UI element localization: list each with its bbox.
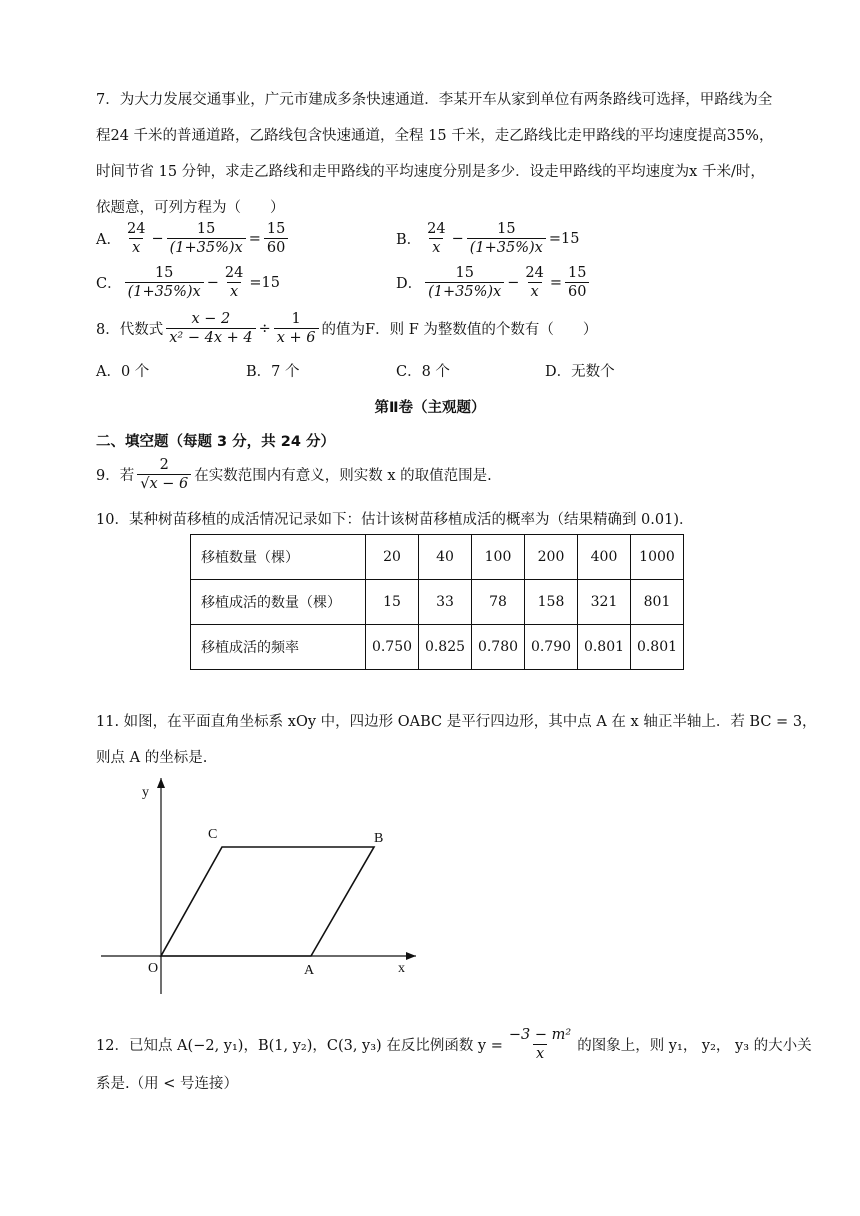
row-header: 移植成活的频率: [191, 625, 366, 670]
origin-label: O: [148, 961, 159, 976]
q12-stem: 12．已知点 A(−2, y₁)，B(1, y₂)，C(3, y₃) 在反比例函数 y = $\frac{\text{−3 − m²}}{x}$ 的图象上，则 y₁， y₂， y₃ 的大小关: [96, 1027, 812, 1062]
x-axis-label: x: [398, 961, 405, 976]
table-row: 移植成活的数量（棵） 15 33 78 158 321 801: [191, 580, 684, 625]
point-c-label: C: [208, 827, 218, 842]
row-header: 移植成活的数量（棵）: [191, 580, 366, 625]
q7-option-a[interactable]: A． $\frac{24}{x}$ − $\frac{15}{(1+35\%)x}$ = $\frac{15}{60}$: [96, 220, 291, 257]
q8-option-b[interactable]: B．7 个: [246, 364, 300, 380]
q7-option-c[interactable]: C． $\frac{15}{(1+35\%)x}$ − $\frac{24}{x}$ =15: [96, 265, 280, 300]
q7-stem: 7．为大力发展交通事业，广元市建成多条快速通道．李某开车从家到单位有两条路线可选择，甲路线为全程24 千米的普通道路，乙路线包含快速通道，全程 15 千米，走乙路线比走甲路线的平均速度提高35%，时间节省 15 分钟，求走乙路线和走甲路线的平均速度分别是多少．设走甲路线的平均速度为x 千米/时，依题意，可列方程为（ ）: [96, 92, 774, 216]
transplant-table: [190, 534, 684, 670]
row-header: 移植数量（棵）: [191, 535, 366, 580]
point-b-label: B: [374, 831, 384, 846]
q11-stem-line2: 则点 A 的坐标是.: [96, 750, 208, 766]
y-axis-label: y: [142, 785, 149, 800]
table-row: 移植数量（棵） 20 40 100 200 400 1000: [191, 535, 684, 580]
q8-option-c[interactable]: C．8 个: [396, 364, 450, 380]
table-row: 移植成活的频率 0.750 0.825 0.780 0.790 0.801 0.801: [191, 625, 684, 670]
q8-option-a[interactable]: A．0 个: [96, 364, 150, 380]
q7-option-b[interactable]: B． $\frac{24}{x}$ − $\frac{15}{(1+35\%)x}$ =15: [396, 221, 580, 256]
q12-stem-line2: 系是.（用 < 号连接）: [96, 1076, 238, 1092]
q10-stem: 10．某种树苗移植的成活情况记录如下：估计该树苗移植成活的概率为（结果精确到 0.01)．: [96, 512, 694, 528]
q11-stem-line1: 11. 如图，在平面直角坐标系 xOy 中，四边形 OABC 是平行四边形，其中点 A 在 x 轴正半轴上．若 BC = 3，: [96, 714, 817, 730]
part2-heading: 二、填空题（每题 3 分，共 24 分）: [96, 434, 335, 450]
q7-option-d[interactable]: D． $\frac{15}{(1+35\%)x}$ − $\frac{24}{x}$ = $\frac{15}{60}$: [396, 264, 592, 301]
q9-stem: 9．若 $\frac{2}{√x - 6}$ 在实数范围内有意义，则实数 x 的取值范围是.: [96, 457, 492, 492]
parallelogram-figure: [96, 772, 426, 1002]
section-title: 第Ⅱ卷（主观题）: [374, 400, 486, 416]
q8-stem: 8．代数式 $\frac{x - 2}{\text{x² − 4x + 4}}$ ÷ $\frac{1}{x + 6}$ 的值为F．则 F 为整数值的个数有（ ）: [96, 311, 598, 346]
point-a-label: A: [304, 963, 315, 978]
q8-option-d[interactable]: D．无数个: [545, 364, 615, 380]
